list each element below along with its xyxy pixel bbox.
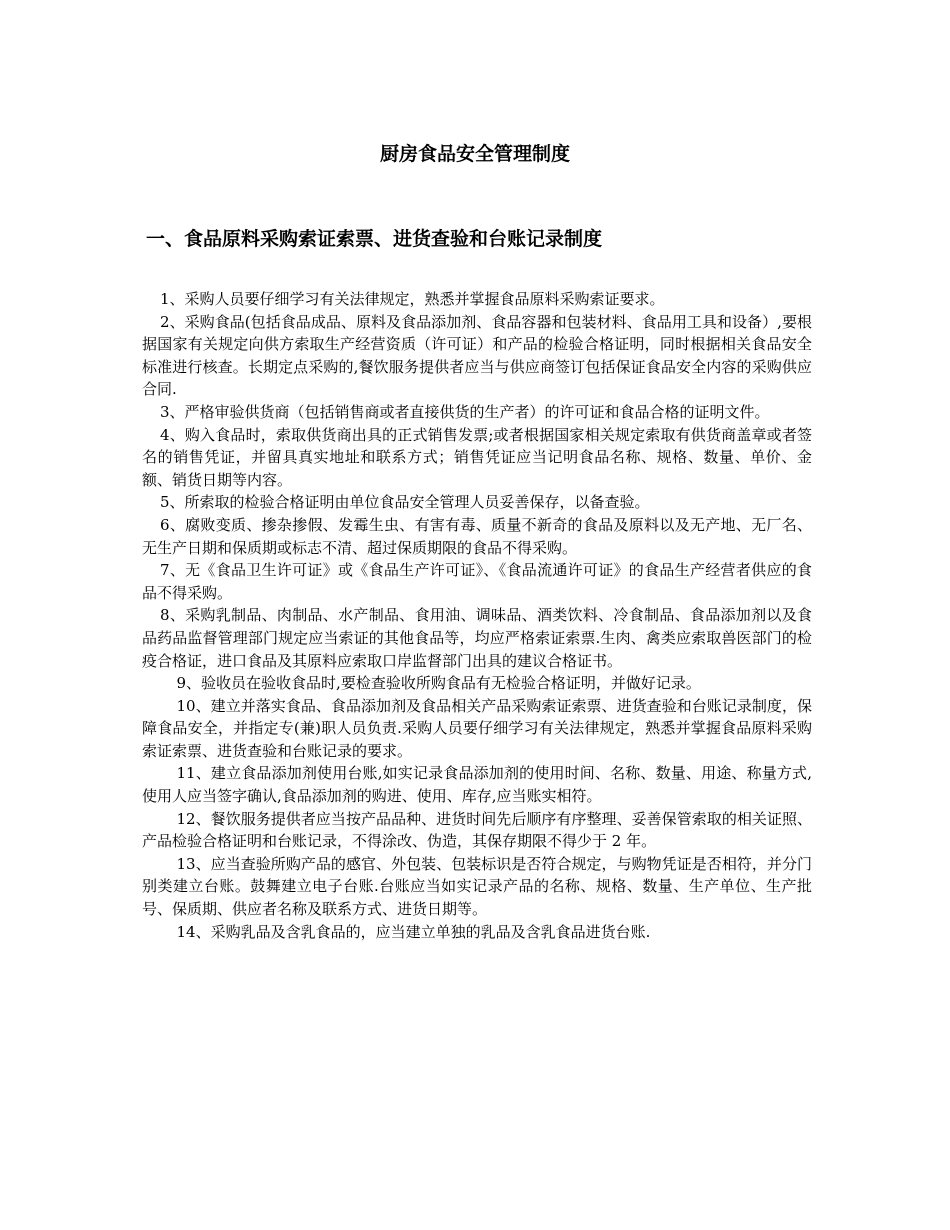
paragraph-9: 9、验收员在验收食品时,要检查验收所购食品有无检验合格证明，并做好记录。 [176,674,701,693]
document-title: 厨房食品安全管理制度 [379,143,570,165]
paragraph-6: 6、腐败变质、掺杂掺假、发霉生虫、有害有毒、质量不新奇的食品及原料以及无产地、无厂名、无生产日期和保质期或标志不清、超过保质期限的食品不得采购。 [142,515,812,557]
section-heading: 一、食品原料采购索证索票、进货查验和台账记录制度 [146,228,603,250]
paragraph-13: 13、应当查验所购产品的感官、外包装、包装标识是否符合规定，与购物凭证是否相符，并分门别类建立台账。鼓舞建立电子台账.台账应当如实记录产品的名称、规格、数量、生产单位、生产批号、保质期、供应者名称及联系方式、进货日期等。 [142,854,812,919]
document-body [142,288,812,943]
paragraph-1: 1、采购人员要仔细学习有关法律规定，熟悉并掌握食品原料采购索证要求。 [160,290,665,308]
paragraph-4: 4、购入食品时，索取供货商出具的正式销售发票;或者根据国家相关规定索取有供货商盖章或者签名的销售凭证，并留具真实地址和联系方式；销售凭证应当记明食品名称、规格、数量、单价、金额、销货日期等内容。 [142,425,812,489]
paragraph-8: 8、采购乳制品、肉制品、水产制品、食用油、调味品、酒类饮料、冷食制品、食品添加剂以及食品药品监督管理部门规定应当索证的其他食品等，均应严格索证索票.生肉、禽类应索取兽医部门的检疫合格证，进口食品及其原料应索取口岸监督部门出具的建议合格证书。 [142,606,812,670]
paragraph-10: 10、建立并落实食品、食品添加剂及食品相关产品采购索证索票、进货查验和台账记录制度，保障食品安全，并指定专(兼)职人员负责.采购人员要仔细学习有关法律规定，熟悉并掌握食品原料采购索证索票、进货查验和台账记录的要求。 [142,696,812,760]
paragraph-5: 5、所索取的检验合格证明由单位食品安全管理人员妥善保存，以备查验。 [160,493,650,512]
paragraph-14: 14、采购乳品及含乳食品的，应当建立单独的乳品及含乳食品进货台账. [176,922,651,941]
paragraph-12: 12、餐饮服务提供者应当按产品品种、进货时间先后顺序有序整理、妥善保管索取的相关证照、产品检验合格证明和台账记录，不得涂改、伪造，其保存期限不得少于 2 年。 [142,809,812,851]
paragraph-2: 2、采购食品(包括食品成品、原料及食品添加剂、食品容器和包装材料、食品用工具和设备）,要根据国家有关规定向供方索取生产经营资质（许可证）和产品的检验合格证明，同时根据相关食品安全标准进行核查。长期定点采购的,餐饮服务提供者应当与供应商签订包括保证食品安全内容的采购供应合同. [142,312,812,399]
paragraph-3: 3、严格审验供货商（包括销售商或者直接供货的生产者）的许可证和食品合格的证明文件。 [160,402,770,421]
paragraph-11: 11、建立食品添加剂使用台账,如实记录食品添加剂的使用时间、名称、数量、用途、称量方式,使用人应当签字确认,食品添加剂的购进、使用、库存,应当账实相符。 [142,764,812,806]
paragraph-7: 7、无《食品卫生许可证》或《食品生产许可证》、《食品流通许可证》的食品生产经营者供应的食品不得采购。 [142,561,812,602]
